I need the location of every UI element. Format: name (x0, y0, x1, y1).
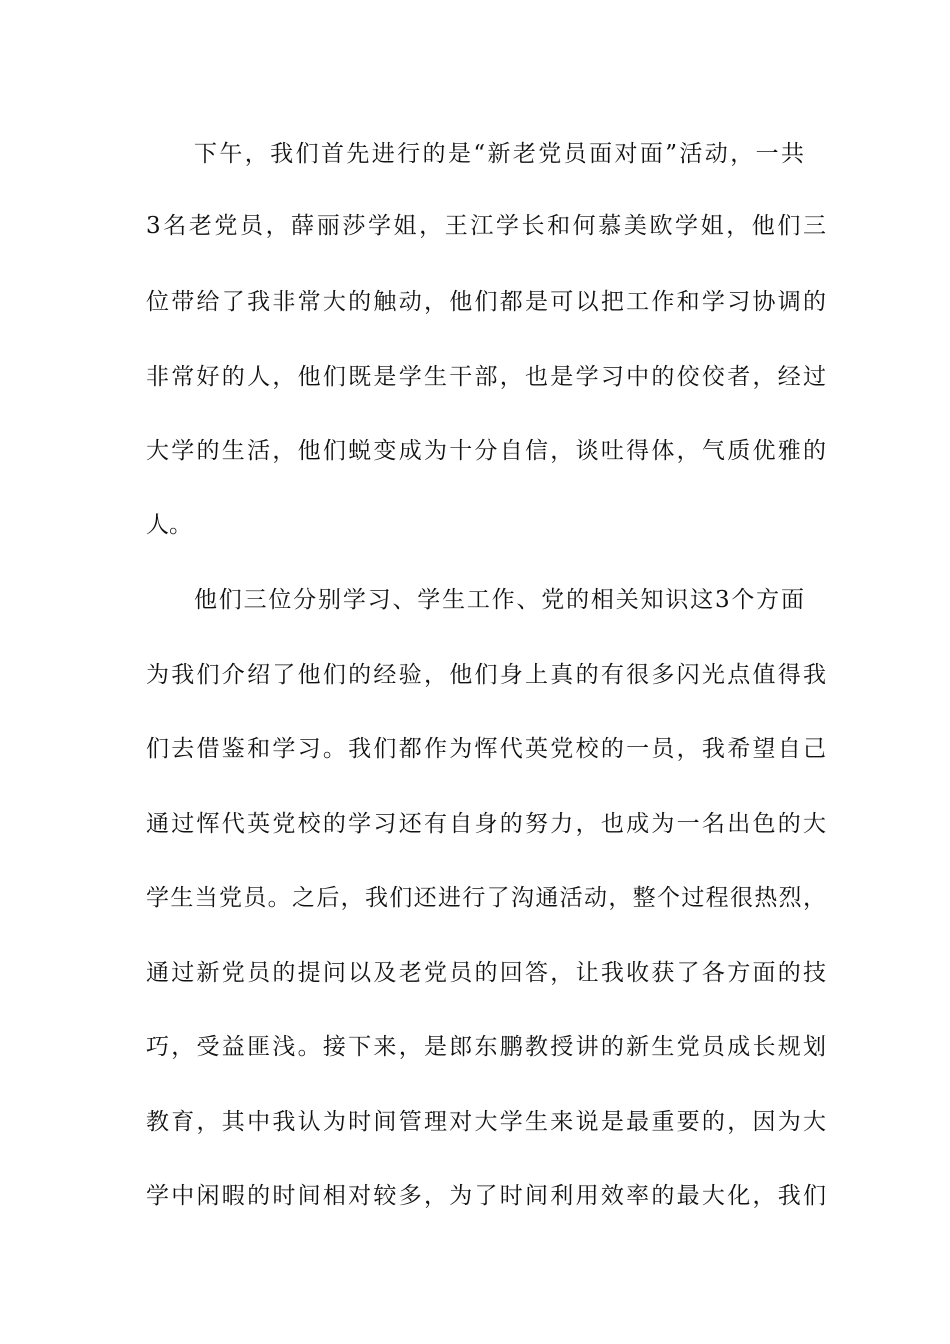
text-line: 人。 (146, 512, 192, 538)
text-line: 通过恽代英党校的学习还有自身的努力，也成为一名出色的大 (146, 811, 826, 837)
text-line: 们去借鉴和学习。我们都作为恽代英党校的一员，我希望自己 (146, 736, 826, 762)
text-line: 3名老党员，薛丽莎学姐，王江学长和何慕美欧学姐，他们三 (146, 213, 826, 239)
text-line: 学中闲暇的时间相对较多，为了时间利用效率的最大化，我们 (146, 1183, 826, 1209)
text-line: 巧，受益匪浅。接下来，是郎东鹏教授讲的新生党员成长规划 (146, 1034, 826, 1060)
text-line: 学生当党员。之后，我们还进行了沟通活动，整个过程很热烈， (146, 885, 826, 911)
text-line: 非常好的人，他们既是学生干部，也是学习中的佼佼者，经过 (146, 364, 826, 390)
text-line: 大学的生活，他们蜕变成为十分自信，谈吐得体，气质优雅的 (146, 438, 826, 464)
text-line: 下午，我们首先进行的是“新老党员面对面”活动，一共 (194, 141, 804, 167)
text-line: 通过新党员的提问以及老党员的回答，让我收获了各方面的技 (146, 960, 826, 986)
text-line: 位带给了我非常大的触动，他们都是可以把工作和学习协调的 (146, 289, 826, 315)
text-line: 他们三位分别学习、学生工作、党的相关知识这3个方面 (194, 587, 804, 613)
text-line: 为我们介绍了他们的经验，他们身上真的有很多闪光点值得我 (146, 662, 826, 688)
text-line: 教育，其中我认为时间管理对大学生来说是最重要的，因为大 (146, 1109, 826, 1135)
